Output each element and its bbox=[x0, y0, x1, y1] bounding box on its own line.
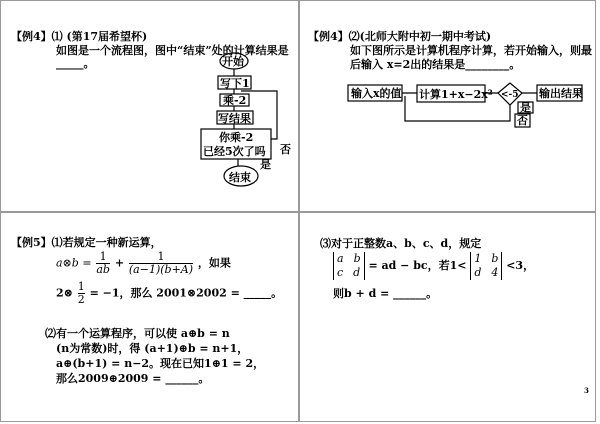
answer-blank: _____。 bbox=[56, 57, 95, 70]
numerator: 1 bbox=[129, 251, 193, 264]
cell: d bbox=[353, 266, 361, 279]
cell: d bbox=[474, 266, 482, 279]
formula-question: = −1，那么 2001⊗2002 = _____。 bbox=[89, 286, 283, 300]
numerator: 1 bbox=[77, 280, 85, 293]
numerator: 1 bbox=[96, 251, 110, 264]
flow-decision-line2: 已经5次了吗 bbox=[203, 145, 266, 158]
part2-line4: 那么2009⊕2009 = ______。 bbox=[56, 372, 210, 385]
flow-step-multiply: 乘-2 bbox=[223, 94, 247, 107]
slide-example-5-part-3 bbox=[299, 212, 596, 422]
fraction-2 bbox=[129, 251, 193, 276]
part2-line1: ⑵有一个运算程序，可以使 a⊕b = n bbox=[45, 327, 230, 340]
formula-lhs: a⊗b = bbox=[56, 256, 92, 270]
denominator: ab bbox=[96, 263, 110, 276]
example-header: 【例5】⑴若规定一种新运算， bbox=[11, 236, 162, 249]
operation-definition bbox=[56, 251, 231, 276]
example-header: 【例4】⑵(北师大附中初一期中考试) bbox=[308, 30, 492, 43]
flow-yes-label: 是 bbox=[260, 158, 271, 171]
cell: 1 bbox=[474, 252, 482, 265]
cell: a bbox=[337, 252, 344, 265]
matrix-1 bbox=[333, 252, 365, 280]
part3-question: 则b + d = ______。 bbox=[333, 287, 438, 300]
flow-no-label: 否 bbox=[280, 143, 291, 156]
formula-part: 2⊗ bbox=[56, 286, 73, 300]
part2-line2: (n为常数)时，得 (a+1)⊕b = n+1， bbox=[56, 342, 249, 355]
cell: b bbox=[491, 252, 499, 265]
cell: b bbox=[353, 252, 361, 265]
slide-example-4-part-2 bbox=[299, 0, 596, 212]
matrix-2 bbox=[470, 252, 502, 280]
formula-text: <3， bbox=[506, 259, 535, 272]
flow-compute: 计算1+x−2x² bbox=[419, 88, 493, 101]
flow-step-write-1: 写下1 bbox=[220, 77, 250, 90]
flow-decision-line1: 你乘-2 bbox=[219, 131, 254, 144]
slide-example-5 bbox=[0, 212, 299, 422]
question-text-2: 后输入 x=2出的结果是________。 bbox=[350, 58, 521, 71]
program-flowchart bbox=[300, 1, 597, 213]
flow-output: 输出结果 bbox=[539, 87, 583, 100]
cell: 4 bbox=[491, 266, 499, 279]
denominator: 2 bbox=[77, 293, 85, 306]
denominator: (a−1)(b+A) bbox=[128, 263, 194, 276]
flow-start: 开始 bbox=[222, 55, 244, 68]
flow-yes-label: 是 bbox=[520, 101, 531, 114]
example-header: 【例4】⑴ (第17届希望杯) bbox=[11, 30, 148, 43]
flow-condition: <-5 bbox=[501, 90, 519, 100]
formula-tail: ，如果 bbox=[197, 256, 231, 270]
plus-sign: + bbox=[114, 256, 125, 270]
condition-line bbox=[56, 281, 282, 306]
question-text: 如图是一个流程图，图中“结束”处的计算结果是 bbox=[56, 44, 289, 57]
page-number: 3 bbox=[584, 386, 589, 395]
slide-example-4-part-1 bbox=[0, 0, 299, 212]
fraction-half bbox=[78, 281, 85, 306]
question-text: 如下图所示是计算机程序计算，若开始输入，则最 bbox=[350, 44, 592, 57]
determinant-definition bbox=[333, 252, 534, 280]
fraction-1 bbox=[96, 251, 110, 276]
formula-text: = ad − bc，若1< bbox=[368, 259, 467, 272]
flowchart bbox=[1, 1, 300, 213]
flow-step-write-result: 写结果 bbox=[218, 112, 251, 125]
cell: c bbox=[337, 266, 344, 279]
flow-no-label: 否 bbox=[517, 114, 528, 127]
flow-end: 结束 bbox=[229, 171, 251, 184]
part3-line1: ⑶对于正整数a、b、c、d，规定 bbox=[320, 237, 482, 250]
part2-line3: a⊕(b+1) = n−2。现在已知1⊕1 = 2， bbox=[56, 357, 265, 370]
flow-input: 输入x的值 bbox=[351, 87, 402, 100]
